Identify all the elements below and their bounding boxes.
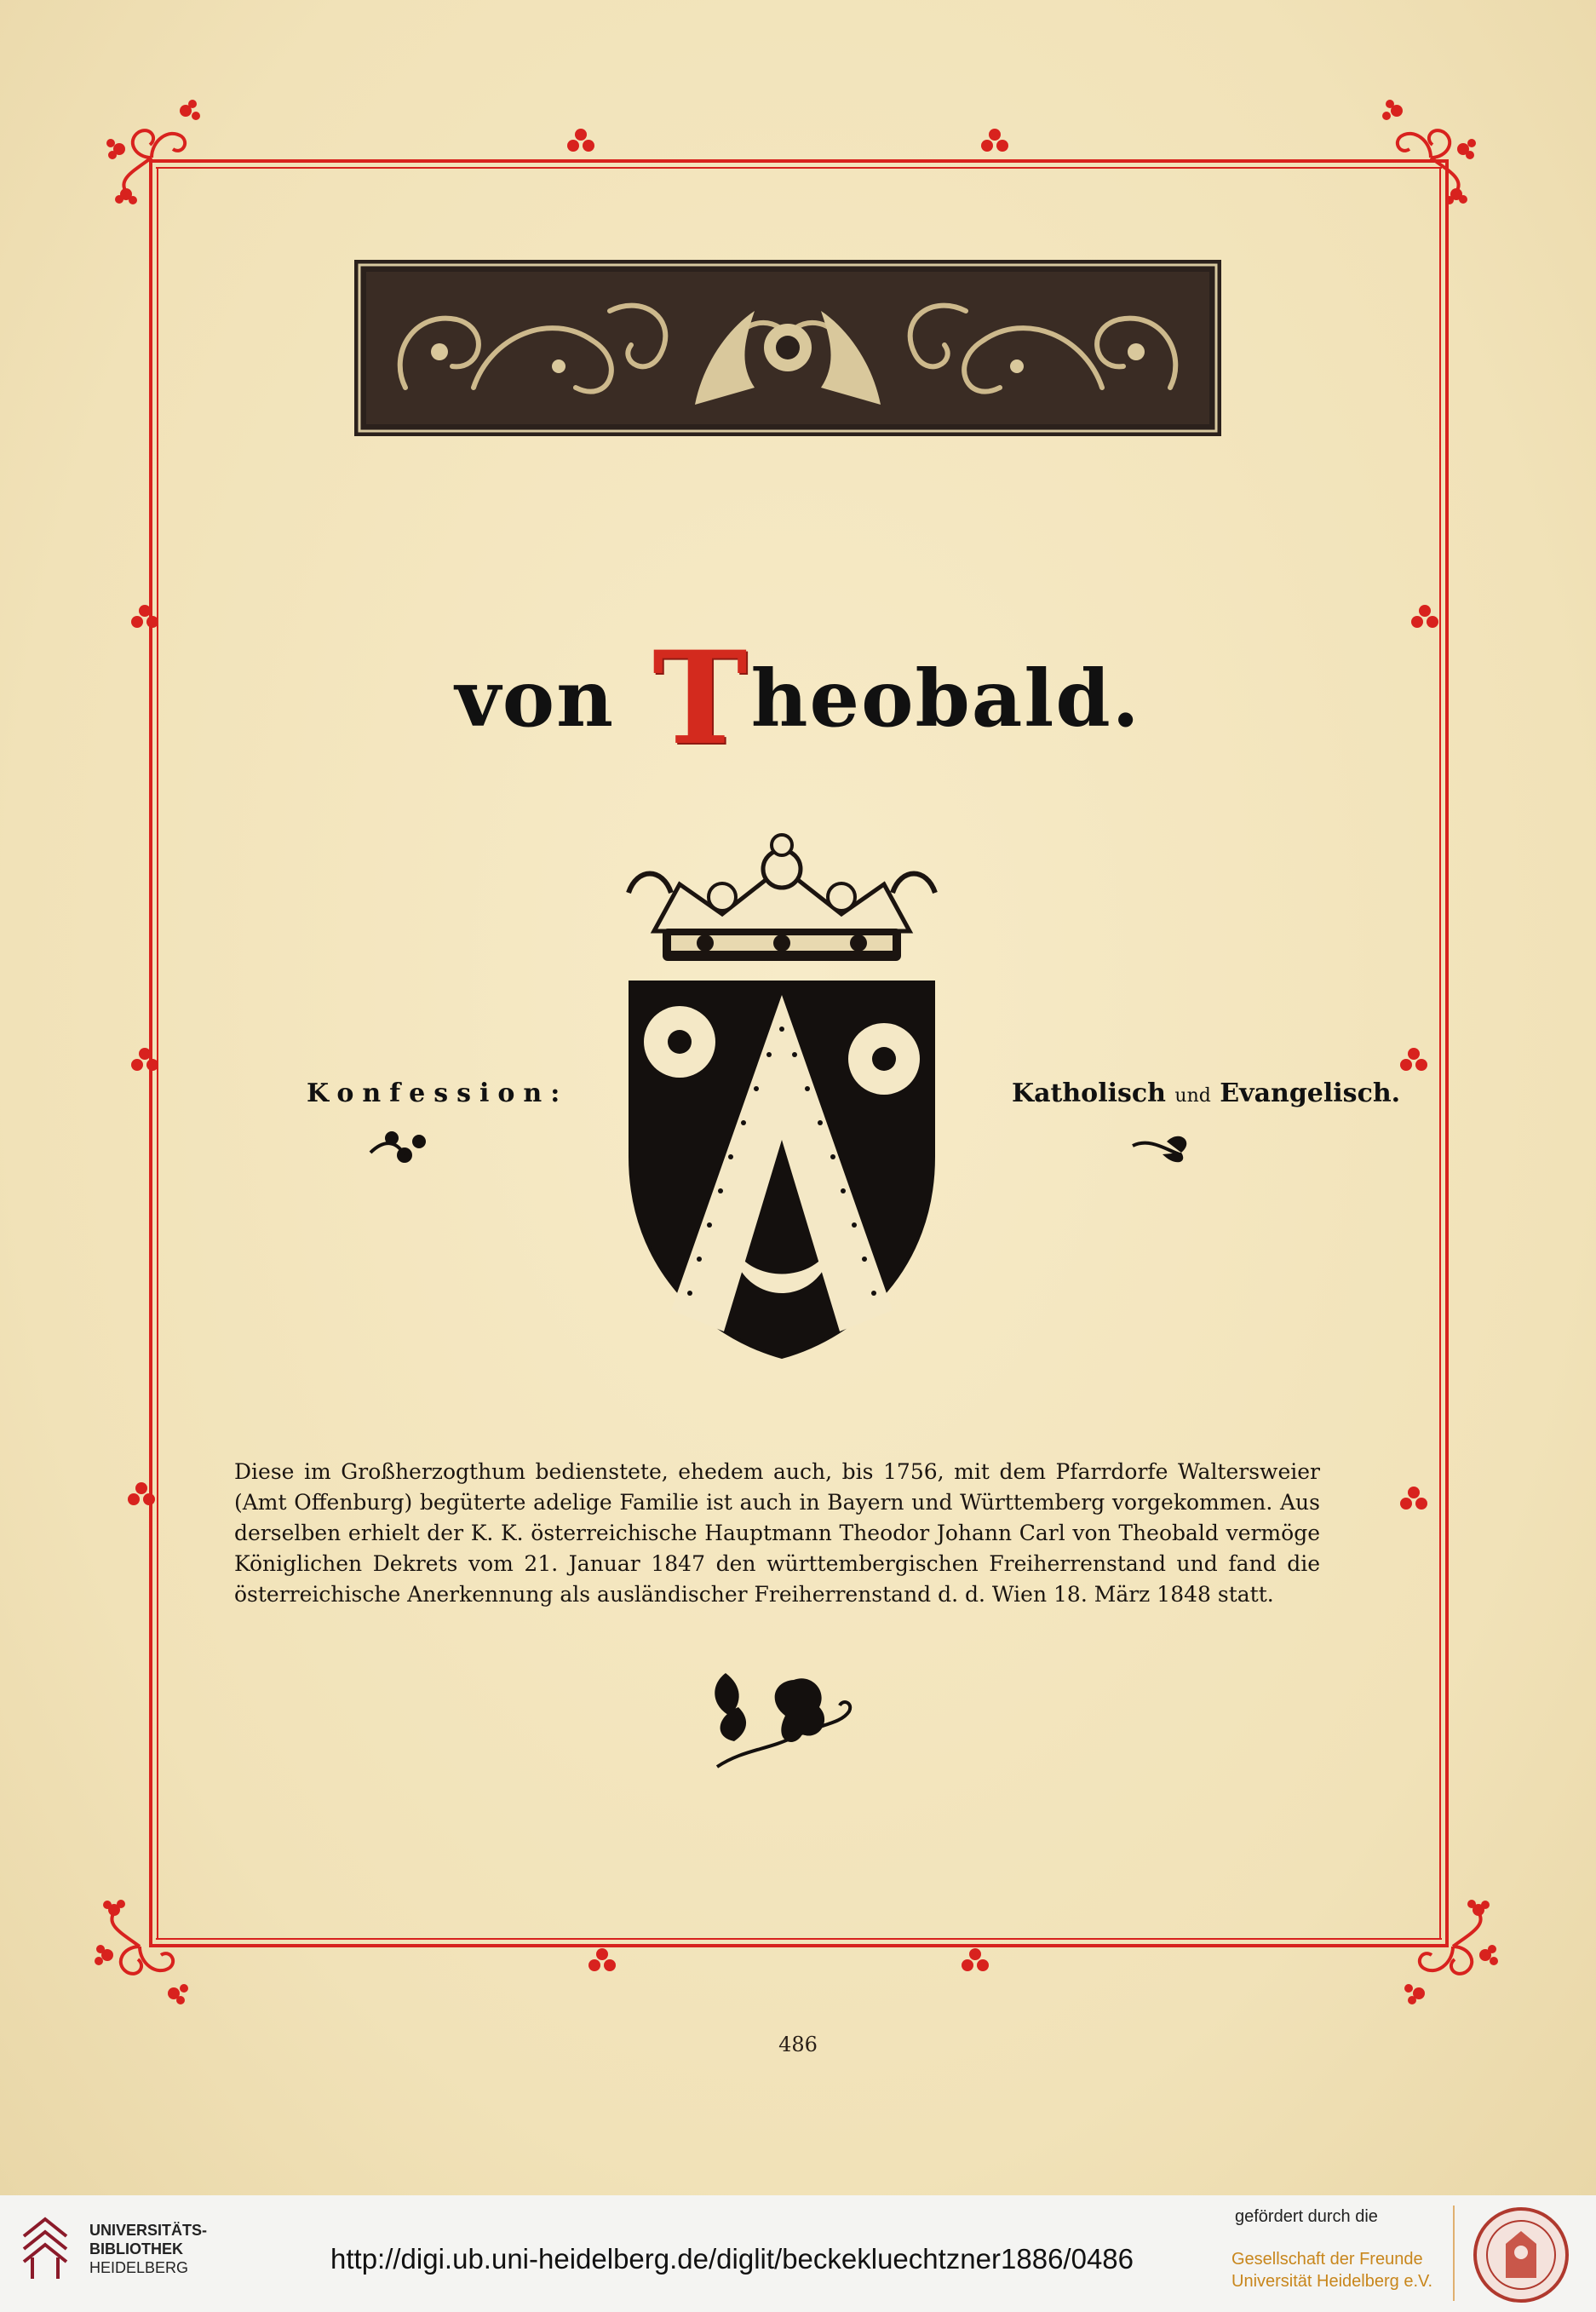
trefoil-ornament-left-3 (124, 1478, 158, 1512)
konfession-value (1012, 1078, 1400, 1108)
frame-right-inner-line (1439, 167, 1441, 1940)
konfession-label: Konfession: (307, 1078, 569, 1108)
library-name (89, 2221, 207, 2277)
title-rest: heobald. (750, 653, 1141, 745)
trefoil-ornament-bottom-2 (585, 1944, 619, 1978)
trefoil-ornament-right-2 (1397, 1044, 1431, 1078)
title-prefix: von (455, 653, 616, 745)
frame-right-line (1445, 159, 1449, 1947)
frame-top-line (149, 159, 1449, 163)
trefoil-ornament-left-2 (128, 1044, 162, 1078)
sponsor-line-1: Gesellschaft der Freunde (1231, 2250, 1423, 2269)
university-seal-icon (1472, 2206, 1570, 2304)
permalink-url[interactable]: http://digi.ub.uni-heidelberg.de/diglit/beckekluechtzner1886/0486 (330, 2243, 1134, 2275)
library-line-2: BIBLIOTHEK (89, 2240, 183, 2257)
konfession-value-evangelical: Evangelisch. (1220, 1078, 1401, 1108)
clover-ornament-icon (366, 1123, 434, 1174)
page-number: 486 (778, 2033, 818, 2056)
corner-ornament-top-right (1371, 94, 1482, 204)
sponsor-line-2: Universität Heidelberg e.V. (1231, 2272, 1433, 2291)
corner-ornament-bottom-right (1393, 1900, 1504, 2010)
decorative-header-band (354, 260, 1221, 436)
frame-bottom-line (149, 1944, 1449, 1947)
corner-ornament-bottom-left (89, 1900, 199, 2010)
konfession-value-and: und (1174, 1085, 1211, 1107)
konfession-value-catholic: Katholisch (1012, 1078, 1166, 1108)
rose-left-icon (644, 1006, 715, 1078)
library-line-3: HEIDELBERG (89, 2259, 189, 2276)
rose-right-icon (848, 1023, 920, 1095)
trefoil-ornament-bottom-1 (958, 1944, 992, 1978)
library-logo-icon (15, 2211, 75, 2287)
frame-top-inner-line (156, 167, 1442, 169)
title-initial-letter: T (652, 624, 748, 774)
footer-divider (1453, 2206, 1455, 2301)
body-paragraph: Diese im Großherzogthum bedienstete, ehedem auch, bis 1756, mit dem Pfarrdorfe Waltersweier (Amt Offenburg) begüterte adelige Familie ist auch in Bayern und Württemberg vorgekommen. Aus derselben erhielt der K. K. österreichische Hauptmann Theodor Johann Carl von Theobald vermöge Königlichen Dekrets vom 21. Januar 1847 den württembergischen Freiherrenstand und fand die österreichische Anerkennung als ausländischer Freiherrenstand d. d. Wien 18. März 1848 statt. (234, 1459, 1320, 1607)
library-line-1: UNIVERSITÄTS- (89, 2222, 208, 2239)
crown-icon (629, 835, 935, 961)
vine-ornament-icon (692, 1656, 862, 1784)
frame-bottom-inner-line (156, 1938, 1442, 1940)
trefoil-ornament-top-2 (978, 124, 1012, 158)
page-title (0, 613, 1596, 784)
coat-of-arms (611, 833, 952, 1370)
trefoil-ornament-top-1 (564, 124, 598, 158)
corner-ornament-top-left (100, 94, 211, 204)
leaf-sprig-ornament-icon (1128, 1129, 1197, 1171)
footer-bar (0, 2195, 1596, 2312)
trefoil-ornament-right-3 (1397, 1482, 1431, 1516)
sponsor-name[interactable] (1231, 2248, 1432, 2292)
sponsor-title: gefördert durch die (1235, 2207, 1378, 2226)
